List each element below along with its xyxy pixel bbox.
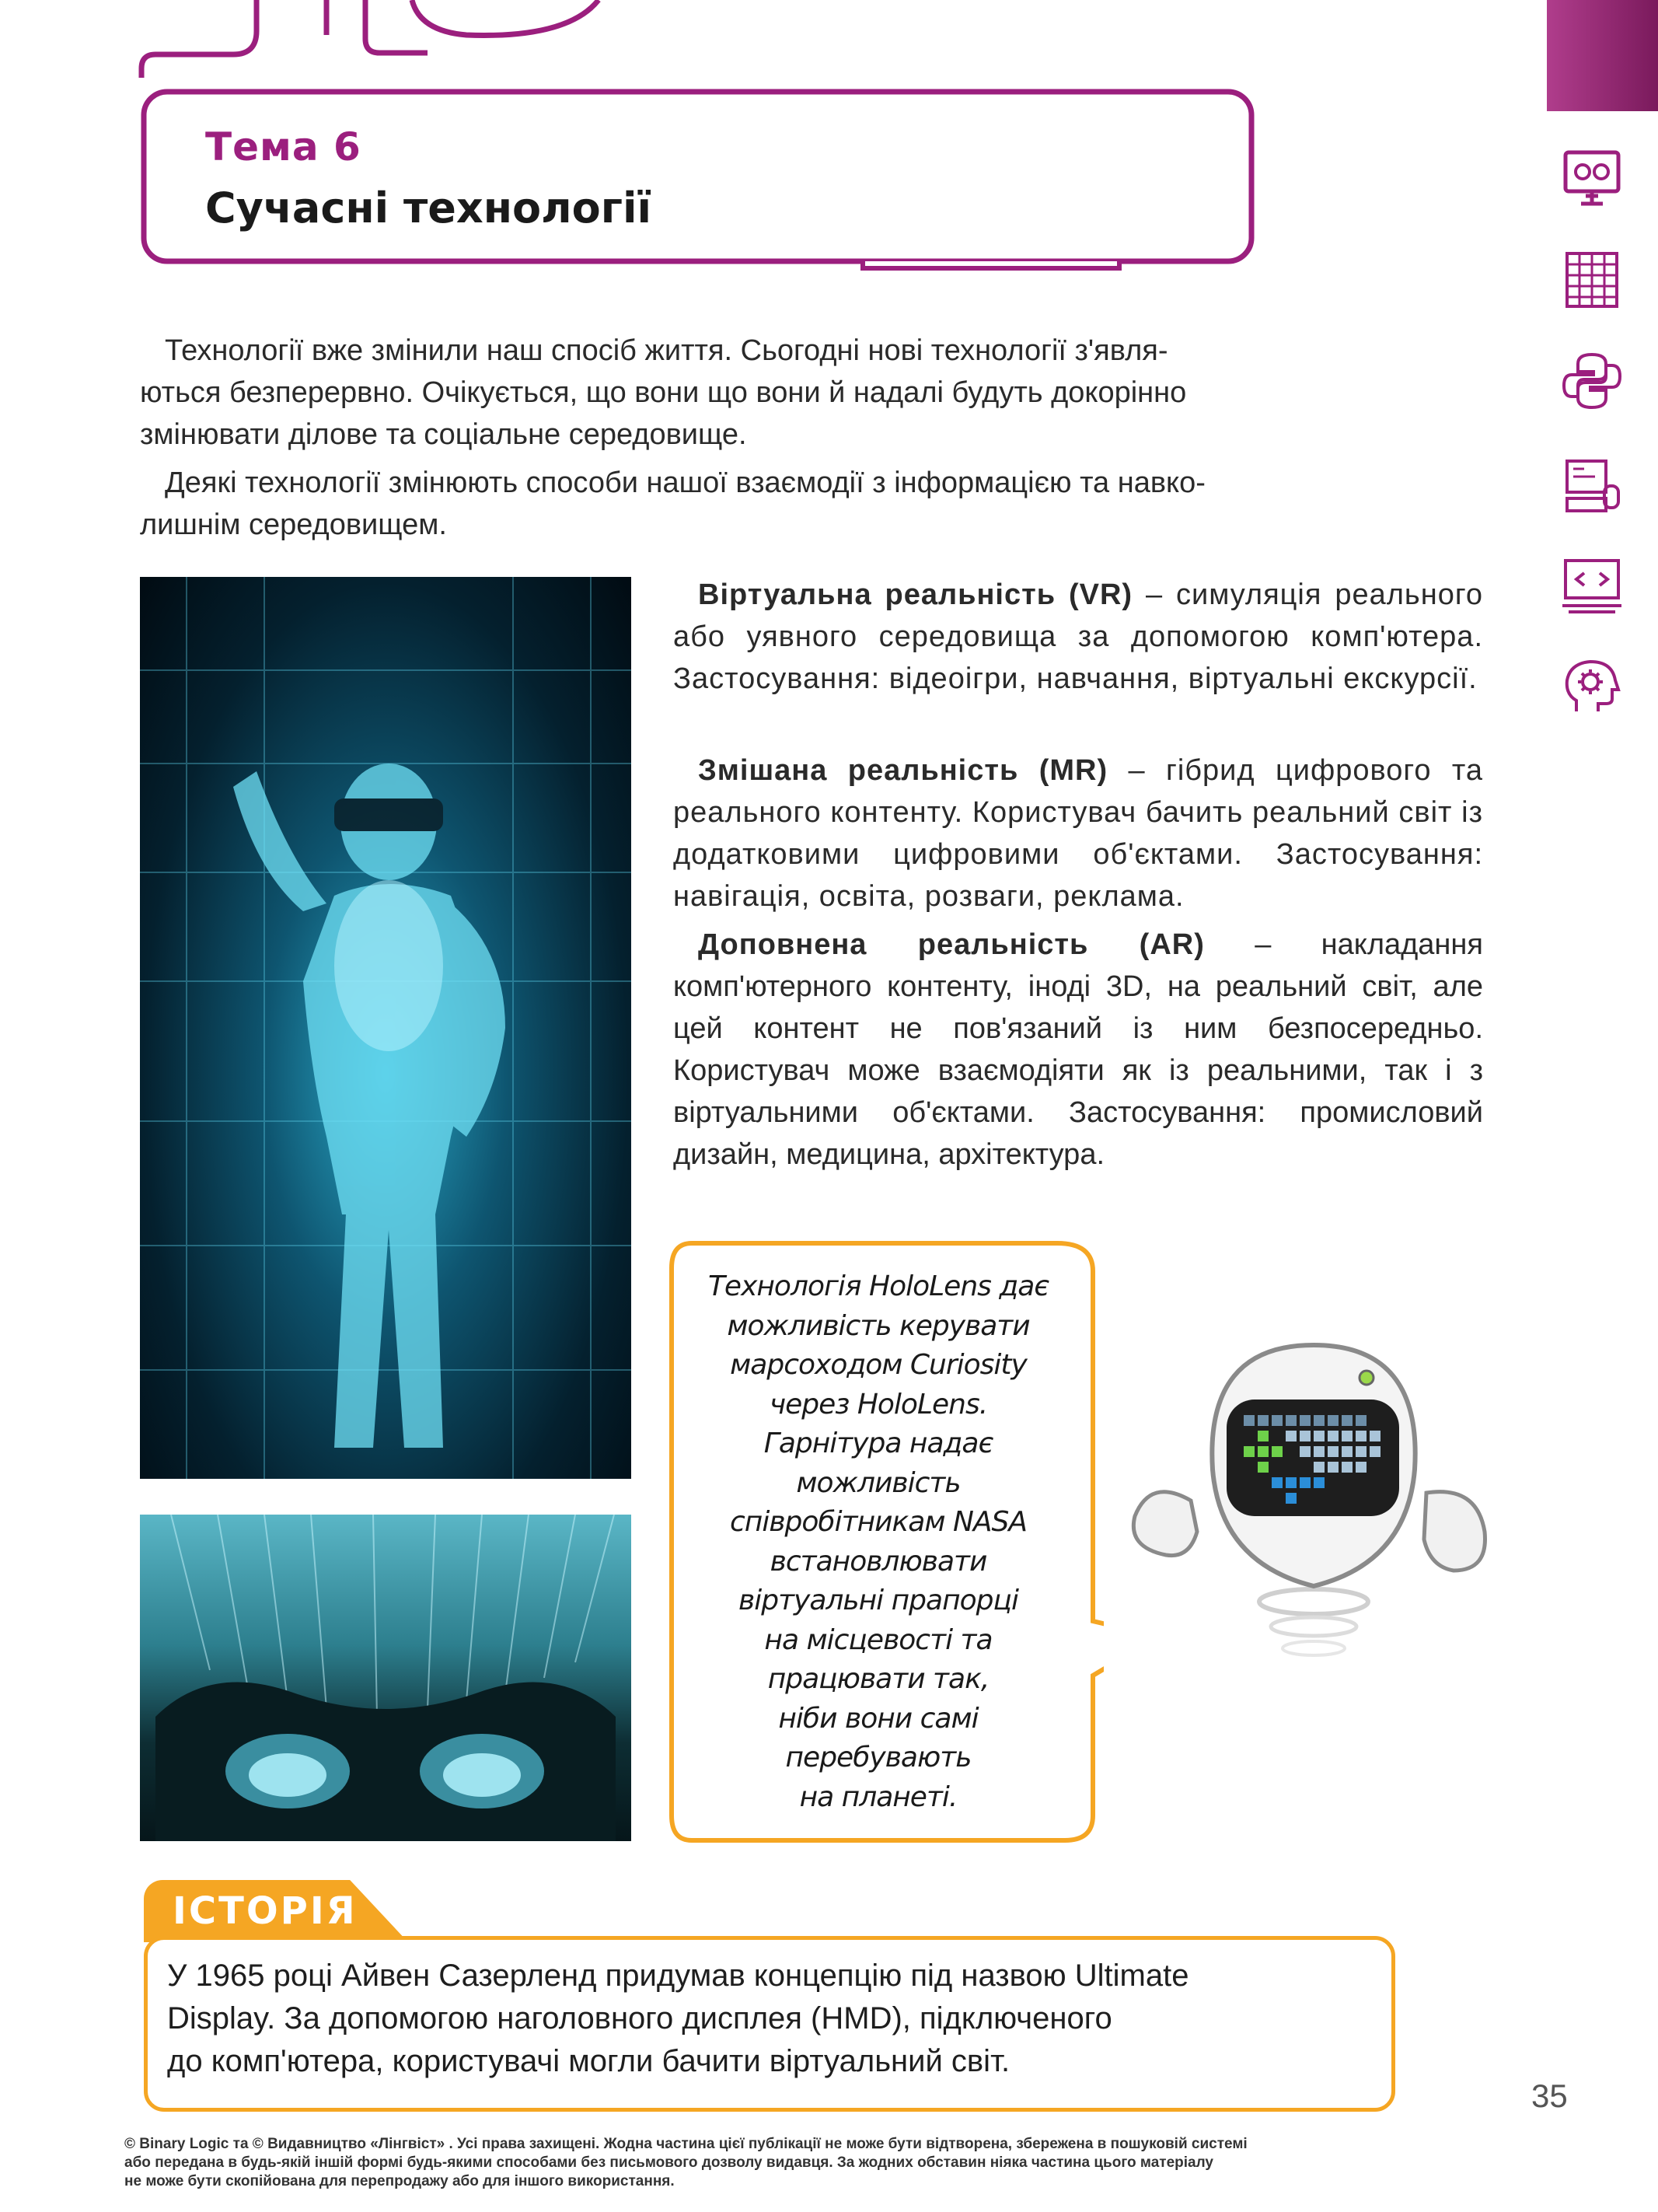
robot-mascot	[1119, 1337, 1524, 1757]
history-line: до комп'ютера, користувачі могли бачити віртуальний світ.	[167, 2044, 1011, 2078]
brain-gear-icon	[1561, 657, 1623, 719]
history-line: Display. За допомогою наголовного дисплея (HMD), підключеного	[167, 2001, 1112, 2036]
intro-paragraph-1	[140, 330, 1353, 456]
monitor-glasses-icon	[1561, 148, 1623, 210]
ar-text: – накладання комп'ютерного контенту, іноді 3D, на реальний світ, але цей контент не пов'язаний із ним безпосередньо. Користувач може взаємодіяти як із реальними, так і з віртуальними об'єктами. Застосування: промисловий дизайн, медицина, архітектура.	[673, 928, 1483, 1171]
ar-term: Доповнена реальність (AR)	[698, 928, 1205, 961]
history-text	[167, 1955, 1364, 2083]
history-label: ІСТОРІЯ	[173, 1889, 358, 1933]
history-line: У 1965 році Айвен Сазерленд придумав концепцію під назвою Ultimate	[167, 1959, 1189, 1993]
computer-desk-icon	[1561, 455, 1623, 517]
bubble-line: Технологія HoloLens дає	[707, 1270, 1049, 1302]
bubble-line: співробітникам NASA	[730, 1506, 1027, 1538]
bubble-line: працювати так,	[767, 1663, 990, 1695]
page-title: Сучасні технології	[205, 183, 652, 232]
intro-line: змінювати ділове та соціальне середовище.	[140, 418, 747, 451]
footer-line: або передана в будь-якій іншій формі будь-якими способами без письмового дозволу видавця. За жодних обставин ніяка частина цього матеріалу	[124, 2154, 1213, 2171]
bubble-line: на місцевості та	[764, 1623, 993, 1656]
vr-term: Віртуальна реальність (VR)	[698, 578, 1133, 611]
intro-line: Технології вже змінили наш спосіб життя. Сьогодні нові технології з'явля-	[165, 334, 1168, 367]
bubble-line: можливість керувати	[727, 1309, 1030, 1342]
intro-line: Деякі технології змінюють способи нашої взаємодії з інформацією та навко-	[165, 467, 1206, 499]
vr-text: – симуляція реального або уявного середовища за допомогою комп'ютера. Застосування: відеоігри, навчання, віртуальні екскурсії.	[673, 578, 1483, 695]
intro-line: лишнім середовищем.	[140, 508, 447, 541]
bubble-line: перебувають	[785, 1742, 972, 1773]
mr-text: – гібрид цифрового та реального контенту. Користувач бачить реальний світ із додатковими цифровими об'єктами. Застосування: навігація, освіта, розваги, реклама.	[673, 754, 1484, 913]
bubble-line: можливість	[796, 1466, 961, 1499]
vr-person-image	[140, 577, 631, 1479]
python-icon	[1561, 350, 1623, 412]
bubble-line: на планеті.	[799, 1780, 958, 1813]
spreadsheet-icon	[1561, 249, 1623, 311]
bubble-line: марсоходом Curiosity	[730, 1349, 1027, 1381]
bubble-line: ніби вони самі	[778, 1702, 979, 1735]
bubble-line: встановлювати	[770, 1545, 987, 1578]
code-monitor-icon	[1561, 556, 1623, 618]
vr-headset-fiber-image	[140, 1515, 631, 1841]
page-number: 35	[1531, 2077, 1568, 2114]
copyright-footer	[124, 2135, 1539, 2191]
bubble-line: через HoloLens.	[769, 1388, 988, 1421]
intro-paragraph-2	[140, 462, 1353, 546]
vr-definition	[673, 574, 1483, 700]
bubble-line: віртуальні прапорці	[738, 1585, 1018, 1616]
mr-definition	[673, 750, 1483, 917]
bubble-line: Гарнітура надає	[763, 1427, 993, 1459]
chapter-tab	[1547, 0, 1658, 111]
ar-definition	[673, 924, 1483, 1176]
intro-line: ються безперервно. Очікується, що вони що вони й надалі будуть докорінно	[140, 376, 1187, 409]
mr-term: Змішана реальність (MR)	[698, 754, 1108, 787]
footer-line: не може бути скопійована для перепродажу або для іншого використання.	[124, 2173, 675, 2189]
hololens-fact	[700, 1267, 1057, 1817]
footer-line: © Binary Logic та © Видавництво «Лінгвіст» . Усі права захищені. Жодна частина цієї публікації не може бути відтворена, збережена в пошуковій системі	[124, 2136, 1248, 2152]
topic-number: Тема 6	[205, 124, 361, 169]
